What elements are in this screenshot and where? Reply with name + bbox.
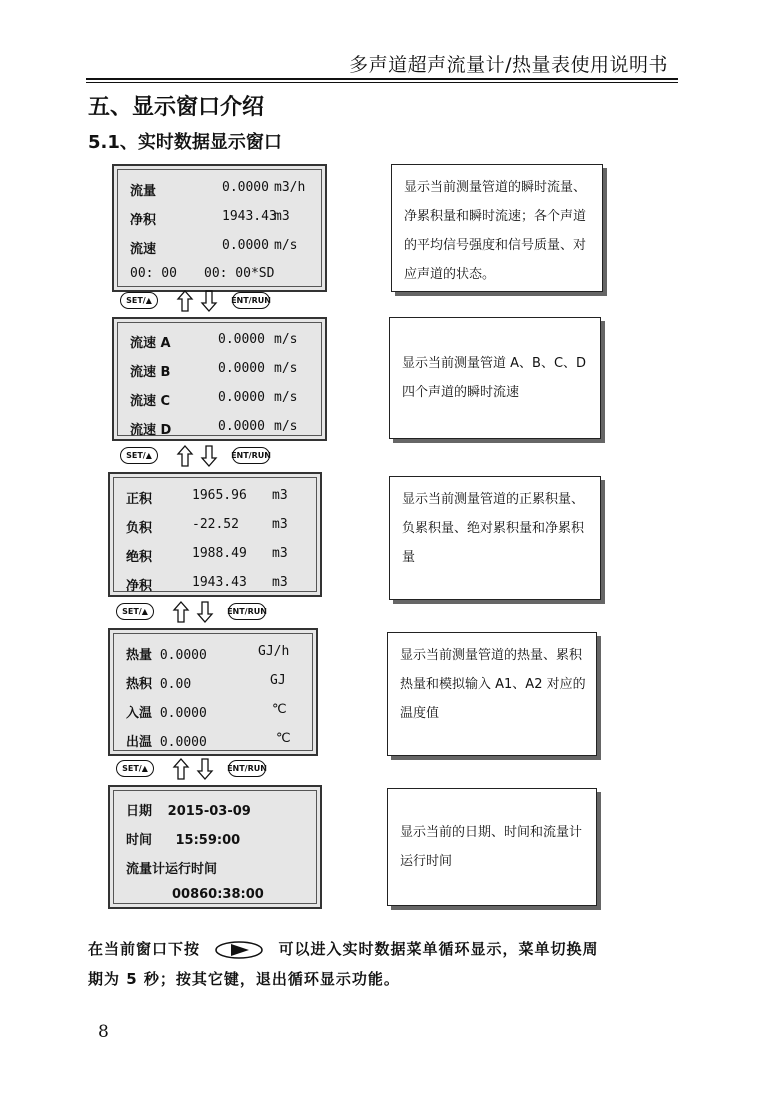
lcd-row — [126, 731, 207, 750]
description-text: 显示当前的日期、时间和流量计运行时间 — [400, 825, 583, 869]
lcd-value: 15:59:00 — [175, 833, 241, 848]
down-arrow-icon — [200, 444, 218, 468]
lcd-screen-totals — [108, 472, 322, 597]
lcd-row — [126, 673, 191, 692]
lcd-unit: m3 — [272, 575, 288, 590]
key-navigation — [120, 444, 280, 468]
lcd-label: 时间 — [126, 833, 153, 848]
lcd-value: 00: 00*SD — [204, 266, 275, 281]
lcd-value: 0.0000 — [159, 648, 207, 663]
lcd-label: 净积 — [130, 213, 157, 228]
instruction-text: 在当前窗口下按 — [88, 940, 201, 958]
subsection-title: 5.1、实时数据显示窗口 — [88, 132, 282, 153]
lcd-value: 0.0000 — [159, 706, 207, 721]
lcd-label: 流量计运行时间 — [126, 862, 218, 877]
lcd-label: 热量 — [126, 648, 153, 663]
right-key-icon — [214, 940, 264, 960]
lcd-unit: m/s — [274, 238, 298, 253]
lcd-label: 00: 00 — [130, 266, 177, 281]
document-header: 多声道超声流量计/热量表使用说明书 — [349, 54, 668, 76]
ent-run-key[interactable]: ENT/RUN — [228, 760, 266, 777]
lcd-label: 负积 — [126, 521, 153, 536]
key-navigation — [116, 600, 276, 624]
up-arrow-icon — [172, 757, 190, 781]
lcd-screen-heat — [108, 628, 318, 756]
lcd-label: 净积 — [126, 579, 153, 594]
lcd-label: 日期 — [126, 804, 153, 819]
instruction-line-1 — [88, 938, 688, 960]
lcd-screen-datetime — [108, 785, 322, 909]
lcd-unit: m3 — [272, 517, 288, 532]
ent-run-key[interactable]: ENT/RUN — [232, 292, 270, 309]
lcd-value: 00860:38:00 — [172, 887, 264, 902]
description-box — [387, 632, 597, 756]
lcd-unit: m/s — [274, 419, 298, 434]
instruction-line-2: 期为 5 秒；按其它键，退出循环显示功能。 — [88, 970, 400, 988]
set-up-key[interactable]: SET/▲ — [120, 447, 158, 464]
lcd-value: -22.52 — [192, 517, 239, 532]
lcd-value: 1965.96 — [192, 488, 247, 503]
lcd-value: 0.0000 — [218, 332, 265, 347]
set-up-key[interactable]: SET/▲ — [116, 603, 154, 620]
lcd-unit: m3 — [272, 488, 288, 503]
description-text: 显示当前测量管道的瞬时流量、净累积量和瞬时流速；各个声道的平均信号强度和信号质量、对应声道的状态。 — [404, 180, 587, 282]
lcd-value: 1943.43 — [192, 575, 247, 590]
lcd-label: 流速 A — [130, 336, 171, 351]
instruction-text: 可以进入实时数据菜单循环显示，菜单切换周 — [278, 940, 599, 958]
description-text: 显示当前测量管道的正累积量、负累积量、绝对累积量和净累积量 — [402, 492, 585, 565]
description-box — [391, 164, 603, 292]
lcd-value: 0.0000 — [218, 419, 265, 434]
description-box — [389, 476, 601, 600]
lcd-label: 出温 — [126, 735, 153, 750]
ent-run-key[interactable]: ENT/RUN — [228, 603, 266, 620]
lcd-unit: m3/h — [274, 180, 306, 195]
lcd-unit: ℃ — [276, 731, 291, 746]
description-text: 显示当前测量管道 A、B、C、D 四个声道的瞬时流速 — [402, 356, 587, 400]
up-arrow-icon — [172, 600, 190, 624]
key-navigation — [116, 757, 276, 781]
lcd-label: 流速 D — [130, 423, 172, 438]
lcd-value: 1943.43 — [222, 209, 277, 224]
lcd-value: 0.0000 — [218, 390, 265, 405]
lcd-unit: m3 — [274, 209, 290, 224]
header-rule — [86, 78, 678, 80]
lcd-value: 0.00 — [159, 677, 192, 692]
lcd-label: 入温 — [126, 706, 153, 721]
section-title: 五、显示窗口介绍 — [88, 95, 265, 120]
lcd-label: 绝积 — [126, 550, 153, 565]
lcd-label: 热积 — [126, 677, 153, 692]
lcd-label: 流速 C — [130, 394, 171, 409]
lcd-unit: ℃ — [272, 702, 287, 717]
ent-run-key[interactable]: ENT/RUN — [232, 447, 270, 464]
lcd-value: 0.0000 — [218, 361, 265, 376]
up-arrow-icon — [176, 289, 194, 313]
page-number: 8 — [98, 1022, 109, 1042]
lcd-unit: GJ/h — [258, 644, 290, 659]
lcd-label: 流速 B — [130, 365, 171, 380]
lcd-unit: m/s — [274, 390, 298, 405]
description-text: 显示当前测量管道的热量、累积热量和模拟输入 A1、A2 对应的温度值 — [400, 648, 586, 721]
lcd-label: 流量 — [130, 184, 157, 199]
description-box — [389, 317, 601, 439]
down-arrow-icon — [200, 289, 218, 313]
lcd-row — [126, 644, 207, 663]
lcd-value: 0.0000 — [159, 735, 207, 750]
header-rule-thin — [86, 82, 678, 83]
lcd-unit: m/s — [274, 361, 298, 376]
lcd-value: 1988.49 — [192, 546, 247, 561]
down-arrow-icon — [196, 757, 214, 781]
lcd-value: 0.0000 — [222, 238, 269, 253]
lcd-label: 流速 — [130, 242, 157, 257]
lcd-unit: m/s — [274, 332, 298, 347]
down-arrow-icon — [196, 600, 214, 624]
lcd-value: 0.0000 — [222, 180, 269, 195]
lcd-screen-flow — [112, 164, 327, 292]
lcd-row — [126, 829, 240, 848]
lcd-unit: GJ — [270, 673, 286, 688]
lcd-value: 2015-03-09 — [167, 804, 251, 819]
description-box — [387, 788, 597, 906]
lcd-row — [126, 800, 251, 819]
set-up-key[interactable]: SET/▲ — [120, 292, 158, 309]
lcd-screen-velocity — [112, 317, 327, 441]
lcd-label: 正积 — [126, 492, 153, 507]
lcd-row — [126, 702, 207, 721]
lcd-unit: m3 — [272, 546, 288, 561]
key-navigation — [120, 289, 280, 313]
up-arrow-icon — [176, 444, 194, 468]
set-up-key[interactable]: SET/▲ — [116, 760, 154, 777]
